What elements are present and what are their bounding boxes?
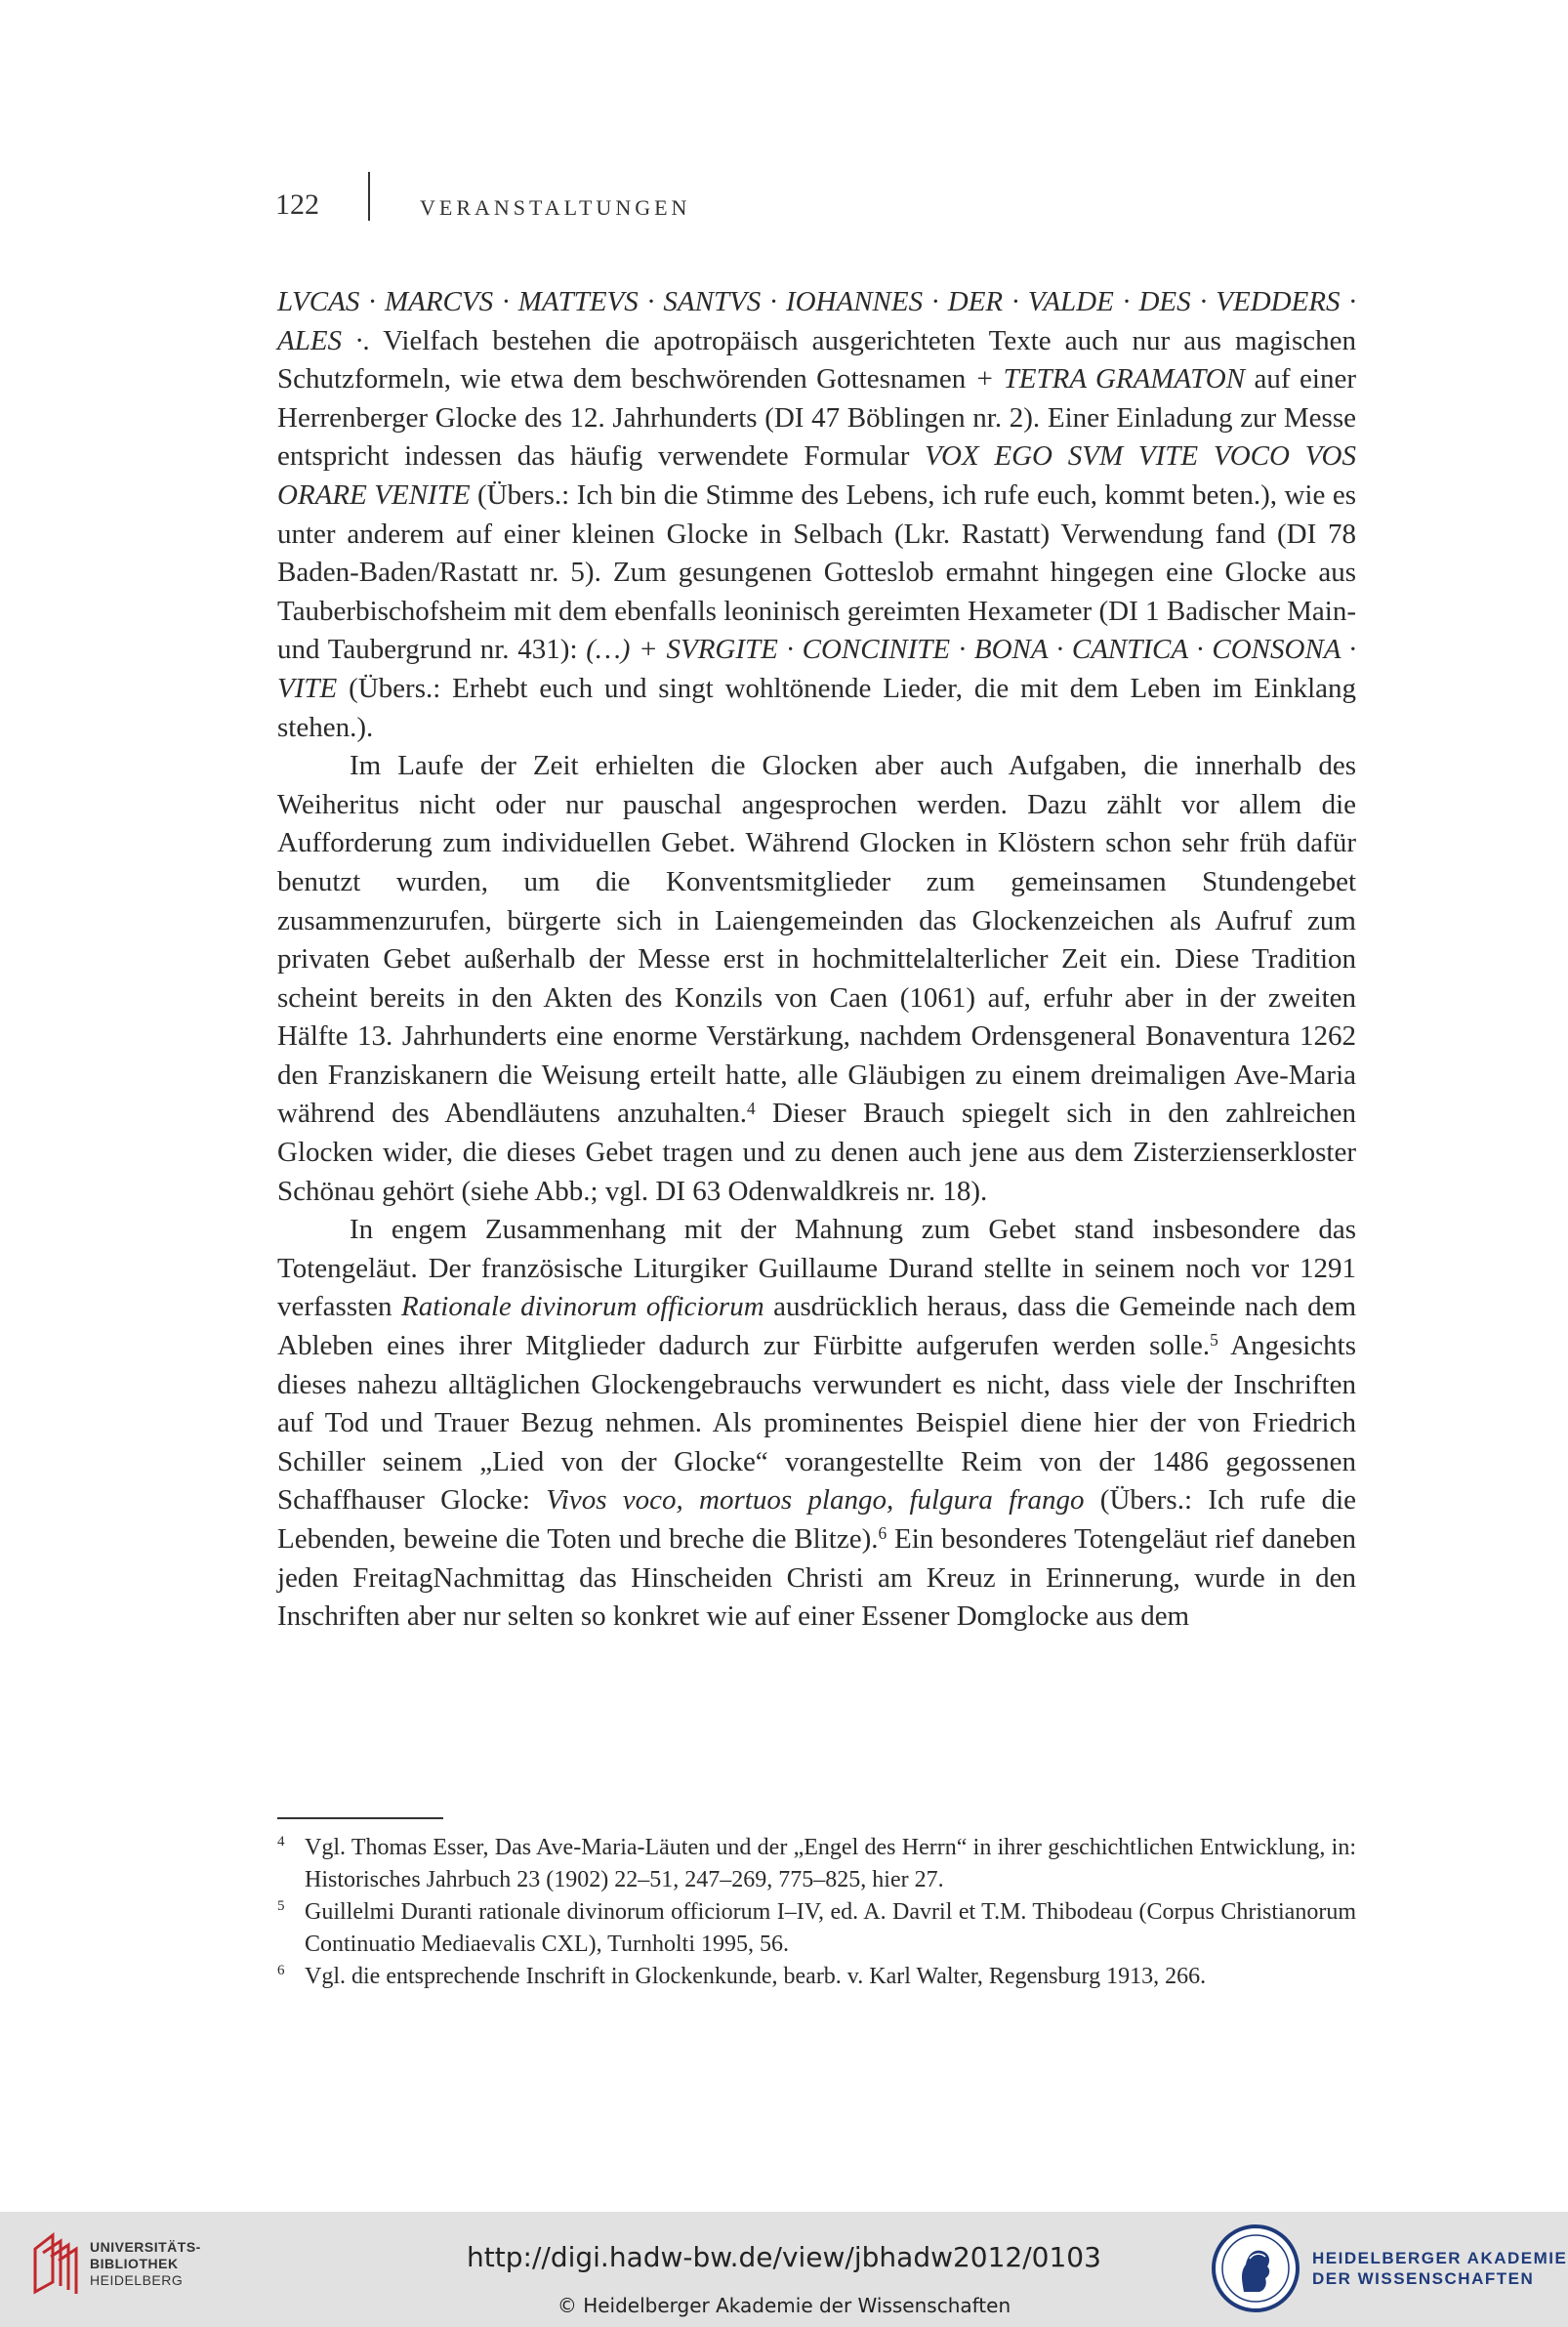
work-title: Rationale divinorum officiorum [401, 1291, 764, 1323]
footnote-divider [277, 1817, 443, 1819]
hadw-logo[interactable] [1211, 2223, 1567, 2313]
inscription-text: LVCAS · MARCVS · MATTEVS · SANTVS · IOHANNES · DER · VALDE · DES · VEDDERS · ALES · [277, 286, 1356, 356]
hadw-logo-text: HEIDELBERGER AKADEMIE DER WISSENSCHAFTEN [1312, 2249, 1568, 2288]
running-head: VERANSTALTUNGEN [420, 195, 691, 220]
page-header [275, 184, 319, 227]
footnote-ref[interactable]: 4 [747, 1098, 756, 1118]
footnote [277, 1832, 1356, 1896]
paragraph-2: Im Laufe der Zeit erhielten die Glocken aber auch Aufgaben, die innerhalb des Weiheritus nicht oder nur pauschal angesprochen werden. Dazu zählt vor allem die Aufforderung zum individuellen Gebet. Während Glocken in Klöstern schon sehr früh dafür benutzt wurden, um die Konventsmitglieder zum gemeinsamen Stundengebet zusammenzurufen, bürgerte sich in Laiengemeinden das Glockenzeichen als Aufruf zum privaten Gebet außerhalb der Messe erst in hochmittelalterlicher Zeit ein. Diese Tradition scheint bereits in den Akten des Konzils von Caen (1061) auf, erfuhr aber in der zweiten Hälfte 13. Jahrhunderts eine enorme Verstärkung, nachdem Ordensgeneral Bonaventura 1262 den Franziskanern die Weisung erteilt hatte, alle Gläubigen zu einem dreimaligen Ave-Maria während des Abendläutens anzuhalten.$^4$ Dieser Brauch spiegelt sich in den zahlreichen Glocken wider, die dieses Gebet tragen und zu denen auch jene aus dem Zisterzienserkloster Schönau gehört (siehe Abb.; vgl. DI 63 Odenwaldkreis nr. 18). [277, 750, 1356, 1207]
academy-seal-icon [1211, 2223, 1300, 2313]
footnotes [277, 1832, 1356, 1993]
footnote-text: Vgl. die entsprechende Inschrift in Glockenkunde, bearb. v. Karl Walter, Regensburg 1913, 266. [305, 1964, 1207, 1989]
ub-logo-text: UNIVERSITÄTS- BIBLIOTHEK HEIDELBERG [90, 2238, 201, 2288]
inscription-text: (…) + SVRGITE · CONCINITE · BONA · CANTICA · CONSONA · VITE [277, 634, 1356, 704]
header-divider [368, 172, 370, 221]
inscription-text: VOX EGO SVM VITE VOCO VOS ORARE VENITE [277, 440, 1356, 511]
footnote-text: Vgl. Thomas Esser, Das Ave-Maria-Läuten und der „Engel des Herrn“ in ihrer geschichtlichen Entwicklung, in: Historisches Jahrbuch 23 (1902) 22–51, 247–269, 775–825, hier 27. [305, 1835, 1356, 1892]
inscription-text: Vivos voco, mortuos plango, fulgura frango [546, 1484, 1085, 1517]
footnote-ref[interactable]: 6 [878, 1523, 887, 1544]
footnote-ref[interactable]: 5 [1210, 1330, 1218, 1350]
footnote-number: 6 [277, 1963, 285, 1978]
permalink-url[interactable]: http://digi.hadw-bw.de/view/jbhadw2012/0103 [467, 2241, 1101, 2273]
copyright-notice: © Heidelberger Akademie der Wissenschaften [557, 2294, 1011, 2317]
footnote [277, 1961, 1356, 1993]
main-text [277, 283, 1356, 1637]
page-number: 122 [275, 188, 319, 221]
footer-bar [0, 2212, 1568, 2327]
footnote-text: Guillelmi Duranti rationale divinorum officiorum I–IV, ed. A. Davril et T.M. Thibodeau (Corpus Christianorum Continuatio Mediaevalis CXL), Turnholti 1995, 56. [305, 1899, 1356, 1957]
paragraph-1: LVCAS · MARCVS · MATTEVS · SANTVS · IOHANNES · DER · VALDE · DES · VEDDERS · ALES ·. Vielfach bestehen die apotropäisch ausgerichteten Texte auch nur aus magischen Schutzformeln, wie etwa dem beschwörenden Gottesnamen + TETRA GRAMATON auf einer Herrenberger Glocke des 12. Jahrhunderts (DI 47 Böblingen nr. 2). Einer Einladung zur Messe entspricht indessen das häufig verwendete Formular VOX EGO SVM VITE VOCO VOS ORARE VENITE (Übers.: Ich bin die Stimme des Lebens, ich rufe euch, kommt beten.), wie es unter anderem auf einer kleinen Glocke in Selbach (Lkr. Rastatt) Verwendung fand (DI 78 Baden-Baden/Rastatt nr. 5). Zum gesungenen Gotteslob ermahnt hingegen eine Glocke aus Tauberbischofsheim mit dem ebenfalls leoninisch gereimten Hexameter (DI 1 Badischer Main- und Taubergrund nr. 431): (…) + SVRGITE · CONCINITE · BONA · CANTICA · CONSONA · VITE (Übers.: Erhebt euch und singt wohltönende Lieder, die mit dem Leben im Einklang stehen.). [277, 286, 1356, 743]
inscription-text: + TETRA GRAMATON [974, 363, 1246, 395]
paragraph-3: In engem Zusammenhang mit der Mahnung zum Gebet stand insbesondere das Totengeläut. Der französische Liturgiker Guillaume Durand stellte in seinem noch vor 1291 verfassten Rationale divinorum officiorum ausdrücklich heraus, dass die Gemeinde nach dem Ableben eines ihrer Mitglieder dadurch zur Fürbitte aufgerufen werden solle.$^5$ Angesichts dieses nahezu alltäglichen Glockengebrauchs verwundert es nicht, dass viele der Inschriften auf Tod und Trauer Bezug nehmen. Als prominentes Beispiel diene hier der von Friedrich Schiller seinem „Lied von der Glocke“ vorangestellte Reim von der 1486 gegossenen Schaffhauser Glocke: Vivos voco, mortuos plango, fulgura frango (Übers.: Ich rufe die Lebenden, beweine die Toten und breche die Blitze).$^6$ Ein besonderes Totengeläut rief daneben jeden FreitagNachmittag das Hinscheiden Christi am Kreuz in Erinnerung, wurde in den Inschriften aber nur selten so konkret wie auf einer Essener Domglocke aus dem [277, 1214, 1357, 1633]
footnote-number: 5 [277, 1898, 285, 1914]
footnote [277, 1896, 1356, 1961]
footnote-number: 4 [277, 1834, 285, 1849]
